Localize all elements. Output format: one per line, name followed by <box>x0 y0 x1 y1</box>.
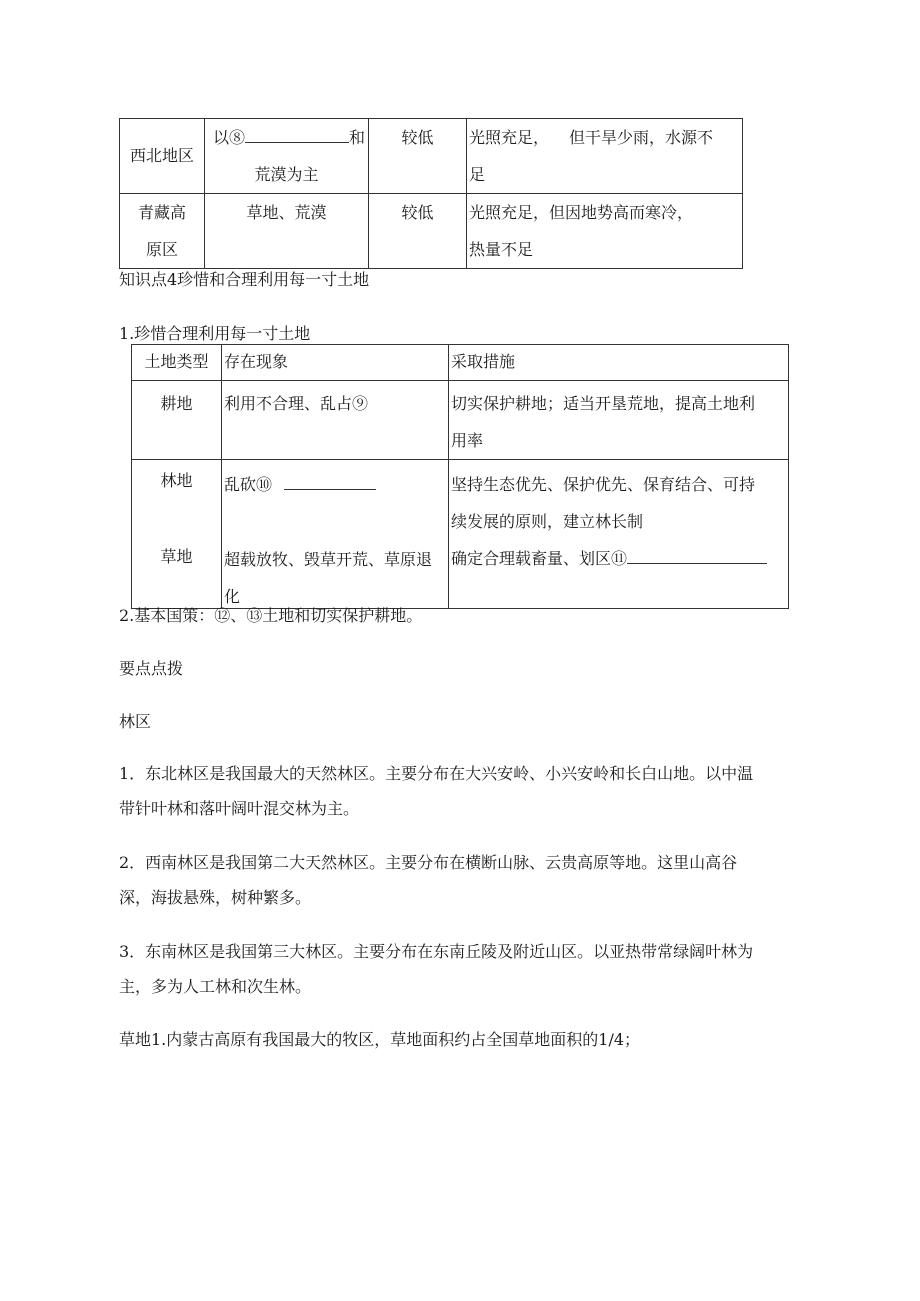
header-phenomenon: 存在现象 <box>222 345 449 381</box>
forest-item-3-line2: 主，多为人工林和次生林。 <box>119 977 312 996</box>
land-type-grassland: 草地 <box>160 547 193 566</box>
land-type-cell <box>132 460 222 609</box>
measure-line2: 用率 <box>451 431 484 450</box>
forest-item-2-line2: 深，海拔悬殊，树种繁多。 <box>119 888 312 907</box>
region-name: 西北地区 <box>129 146 194 165</box>
condition-line2: 热量不足 <box>469 240 534 259</box>
type-suffix: 和 <box>349 128 366 147</box>
land-type-forest: 林地 <box>160 471 193 490</box>
type-line2: 荒漠为主 <box>254 165 319 184</box>
land-type-cell: 耕地 <box>132 381 222 460</box>
measure-grassland-line <box>451 540 767 577</box>
region-name-line1: 青藏高 <box>137 203 186 222</box>
blank-8 <box>245 128 349 143</box>
header-land-type: 土地类型 <box>132 345 222 381</box>
section-title: 1.珍惜合理利用每一寸土地 <box>119 324 311 343</box>
level-cell <box>369 119 467 194</box>
phenomenon-forest-line <box>224 466 376 503</box>
measure-forest-line1: 坚持生态优先、保护优先、保育结合、可持 <box>451 475 756 494</box>
region-cell <box>120 119 205 194</box>
condition-line2: 足 <box>469 165 486 184</box>
region-cell <box>120 194 205 269</box>
phenomenon-grassland-line2: 化 <box>224 587 241 606</box>
condition-line1a: 光照充足， <box>469 128 550 147</box>
forest-item-1-line1: 1．东北林区是我国最大的天然林区。主要分布在大兴安岭、小兴安岭和长白山地。以中温 <box>119 764 754 783</box>
forest-title: 林区 <box>119 712 152 731</box>
blank-11 <box>627 549 767 564</box>
phenomenon-forest: 乱砍⑩ <box>224 475 273 494</box>
grassland-type-cell <box>205 119 369 194</box>
table-row <box>132 460 789 609</box>
region-name-line2: 原区 <box>145 240 178 259</box>
level-value: 较低 <box>401 128 434 147</box>
phenomenon-cell <box>222 460 449 609</box>
grassland-type-cell <box>205 194 369 269</box>
level-cell <box>369 194 467 269</box>
measure-cell <box>449 460 789 609</box>
forest-item-1-line2: 带针叶林和落叶阔叶混交林为主。 <box>119 799 360 818</box>
forest-item-3-line1: 3．东南林区是我国第三大林区。主要分布在东南丘陵及附近山区。以亚热带常绿阔叶林为 <box>119 942 754 961</box>
key-points-title: 要点点拨 <box>119 659 184 678</box>
header-measures: 采取措施 <box>449 345 789 381</box>
condition-line1b: 但干旱少雨，水源不 <box>569 128 714 147</box>
measure-cell <box>449 381 789 460</box>
knowledge-point-title: 知识点4珍惜和合理利用每一寸土地 <box>119 270 370 289</box>
blank-10 <box>284 475 376 490</box>
type-prefix: 以⑧ <box>213 128 246 147</box>
table-row <box>132 381 789 460</box>
level-value: 较低 <box>401 203 434 222</box>
table-header-row <box>132 345 789 381</box>
table-row <box>120 194 743 269</box>
measure-line1: 切实保护耕地；适当开垦荒地，提高土地利 <box>451 394 756 413</box>
measure-grassland: 确定合理载畜量、划区⑪ <box>451 549 628 568</box>
table-row <box>120 119 743 194</box>
condition-line1: 光照充足，但因地势高而寒冷， <box>469 203 694 222</box>
condition-cell <box>467 194 743 269</box>
measure-forest-line2: 续发展的原则，建立林长制 <box>451 512 644 531</box>
condition-cell <box>467 119 743 194</box>
region-table <box>119 118 743 269</box>
phenomenon-grassland-line1: 超载放牧、毁草开荒、草原退 <box>224 550 433 569</box>
basic-policy-line: 2.基本国策：⑫、⑬土地和切实保护耕地。 <box>119 606 423 625</box>
phenomenon-cell: 利用不合理、乱占⑨ <box>222 381 449 460</box>
forest-item-2-line1: 2．西南林区是我国第二大天然林区。主要分布在横断山脉、云贵高原等地。这里山高谷 <box>119 853 738 872</box>
land-table <box>131 344 789 609</box>
grassland-line: 草地1.内蒙古高原有我国最大的牧区，草地面积约占全国草地面积的1/4； <box>119 1030 641 1049</box>
type-value: 草地、荒漠 <box>246 203 327 222</box>
